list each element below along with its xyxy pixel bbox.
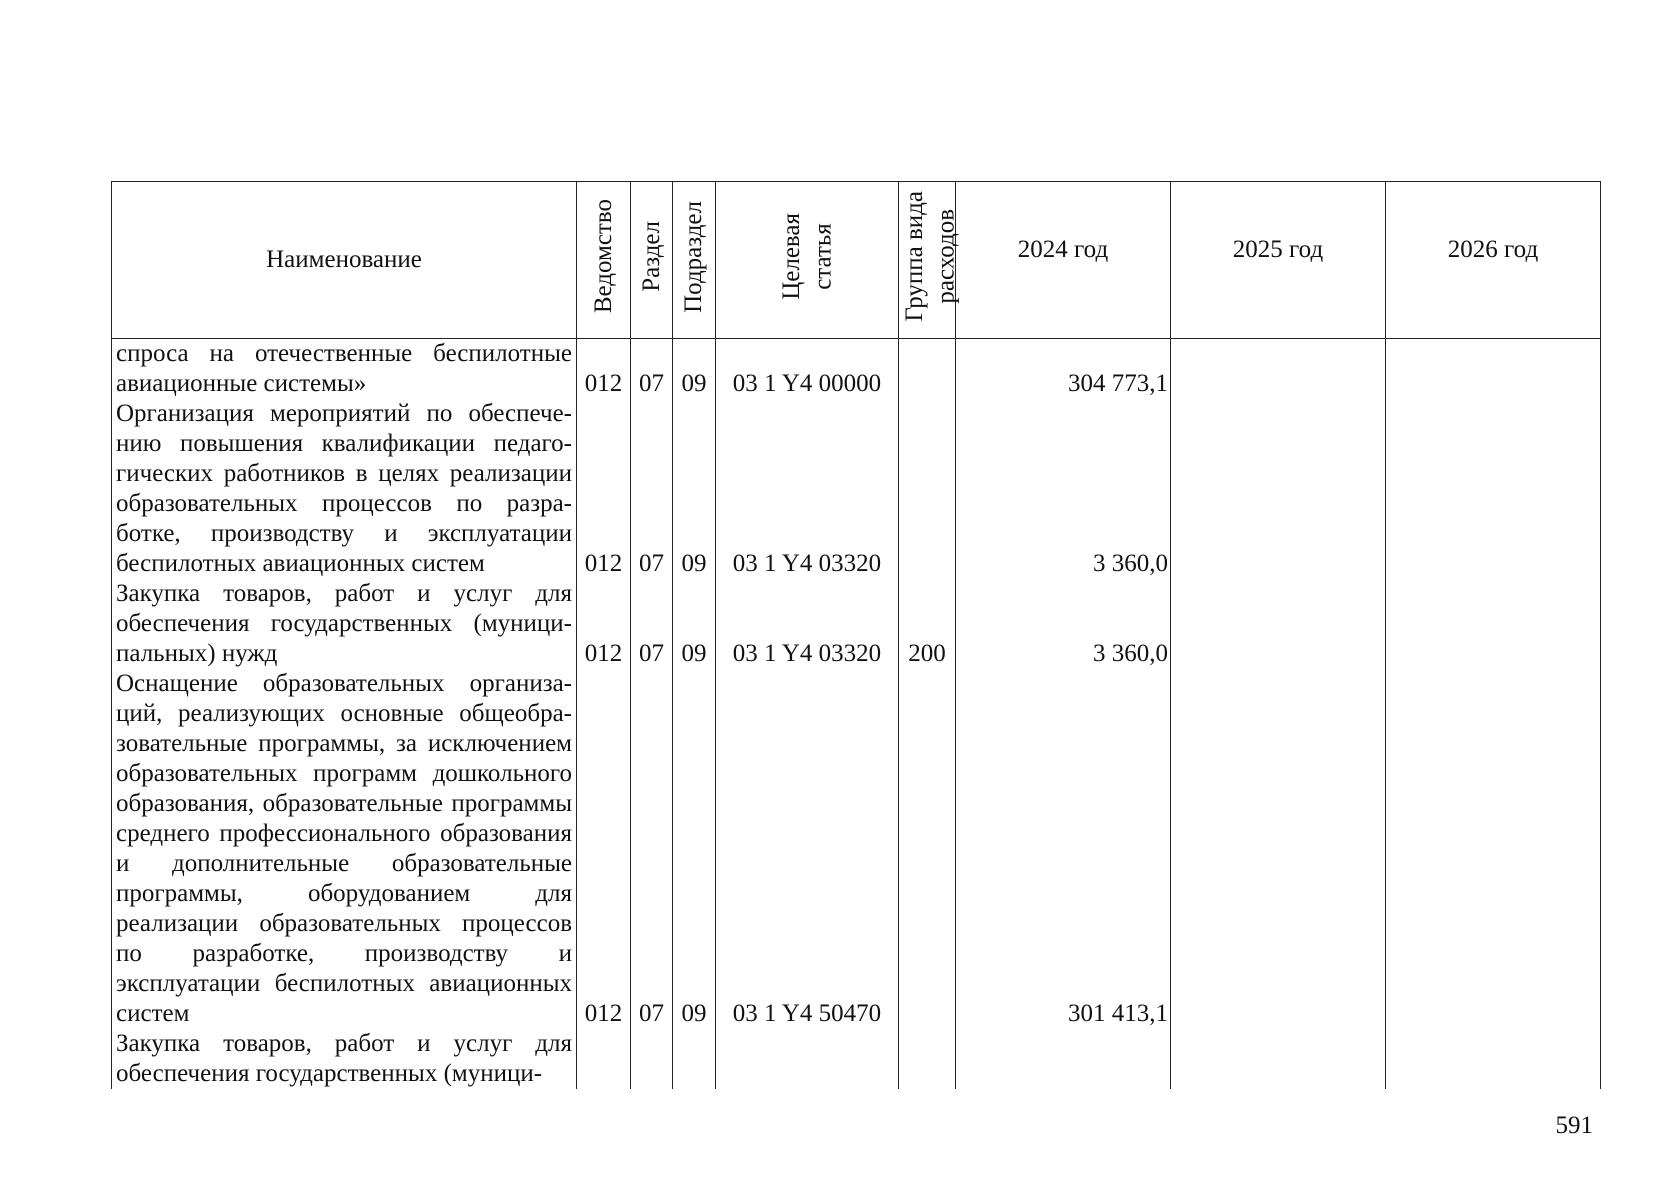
row-department: 012: [577, 399, 631, 579]
row-amount-2026: [1386, 669, 1601, 1029]
header-year-2025: [1171, 182, 1386, 339]
table-row: [112, 1029, 1601, 1089]
header-subsection: [673, 182, 716, 339]
page-number: 591: [1555, 1112, 1593, 1139]
header-subsection-label: Подраздел: [680, 200, 708, 313]
row-amount-2026: [1386, 399, 1601, 579]
row-amount-2026: [1386, 579, 1601, 669]
table-header: [112, 182, 1601, 339]
row-amount-2025: [1171, 579, 1386, 669]
row-name: Организация мероприятий по обеспечению повышения квалификации педагогических работников в целях реализации образовательных процессов по разработке, производству и эксплуатации беспилотных авиационных систем: [112, 399, 577, 579]
header-year-2025-label: 2025 год: [1232, 236, 1324, 263]
row-department: 012: [577, 669, 631, 1029]
header-expense-group-line2: расходов: [932, 209, 960, 304]
row-target-article: 03 1 Y4 03320: [716, 579, 899, 669]
row-expense-group: [899, 669, 956, 1029]
table-body: [112, 339, 1601, 1090]
row-subsection: 09: [673, 399, 716, 579]
row-target-article: 03 1 Y4 50470: [716, 669, 899, 1029]
row-amount-2024: [956, 1029, 1171, 1089]
header-year-2026-label: 2026 год: [1447, 236, 1539, 263]
row-amount-2024: 301 413,1: [956, 669, 1171, 1029]
row-amount-2024: 304 773,1: [956, 339, 1171, 400]
header-department-label: Ведомство: [589, 199, 617, 314]
row-amount-2026: [1386, 339, 1601, 400]
budget-table: [111, 181, 1601, 1089]
header-target-article: [716, 182, 899, 339]
table-row: [112, 399, 1601, 579]
row-amount-2025: [1171, 399, 1386, 579]
header-year-2026: [1386, 182, 1601, 339]
row-subsection: 09: [673, 669, 716, 1029]
row-expense-group: [899, 339, 956, 400]
header-target-article-label: [776, 213, 839, 300]
header-expense-group-label: [899, 191, 962, 322]
table-row: [112, 339, 1601, 400]
row-subsection: [673, 1029, 716, 1089]
row-target-article: [716, 1029, 899, 1089]
header-row: [112, 182, 1601, 339]
header-section-label: Раздел: [637, 221, 665, 292]
row-section: 07: [631, 399, 673, 579]
row-section: 07: [631, 669, 673, 1029]
header-year-2024-label: 2024 год: [1017, 236, 1109, 263]
row-subsection: 09: [673, 339, 716, 400]
header-name: [112, 182, 577, 339]
row-target-article: 03 1 Y4 00000: [716, 339, 899, 400]
header-section: [631, 182, 673, 339]
row-amount-2025: [1171, 669, 1386, 1029]
table-row: [112, 579, 1601, 669]
row-department: 012: [577, 339, 631, 400]
header-year-2024: [956, 182, 1171, 339]
row-name: спроса на отечественные беспилотные авиационные системы»: [112, 339, 577, 400]
row-amount-2025: [1171, 1029, 1386, 1089]
row-subsection: 09: [673, 579, 716, 669]
header-department: [577, 182, 631, 339]
row-department: [577, 1029, 631, 1089]
row-target-article: 03 1 Y4 03320: [716, 399, 899, 579]
row-amount-2026: [1386, 1029, 1601, 1089]
row-name: Закупка товаров, работ и услуг для обеспечения государственных (муници-: [112, 1029, 577, 1089]
header-target-article-line2: статья: [809, 223, 836, 290]
header-name-label: Наименование: [266, 246, 422, 273]
header-target-article-line1: Целевая: [777, 213, 805, 300]
header-expense-group-line1: Группа вида: [901, 191, 928, 322]
row-expense-group: 200: [899, 579, 956, 669]
table-row: [112, 669, 1601, 1029]
row-amount-2025: [1171, 339, 1386, 400]
row-amount-2024: 3 360,0: [956, 399, 1171, 579]
row-section: [631, 1029, 673, 1089]
row-expense-group: [899, 1029, 956, 1089]
row-section: 07: [631, 579, 673, 669]
row-amount-2024: 3 360,0: [956, 579, 1171, 669]
row-name: Оснащение образовательных организаций, реализующих основные общеобразовательные программы, за исключением образовательных программ дошкольного образования, образовательные программы среднего профессионального образования и дополнительные образовательные программы, оборудованием для реализации образовательных процессов по разработке, производству и эксплуатации беспилотных авиационных систем: [112, 669, 577, 1029]
row-section: 07: [631, 339, 673, 400]
row-department: 012: [577, 579, 631, 669]
header-expense-group: [899, 182, 960, 339]
row-name: Закупка товаров, работ и услуг для обеспечения государственных (муниципальных) нужд: [112, 579, 577, 669]
row-expense-group: [899, 399, 956, 579]
